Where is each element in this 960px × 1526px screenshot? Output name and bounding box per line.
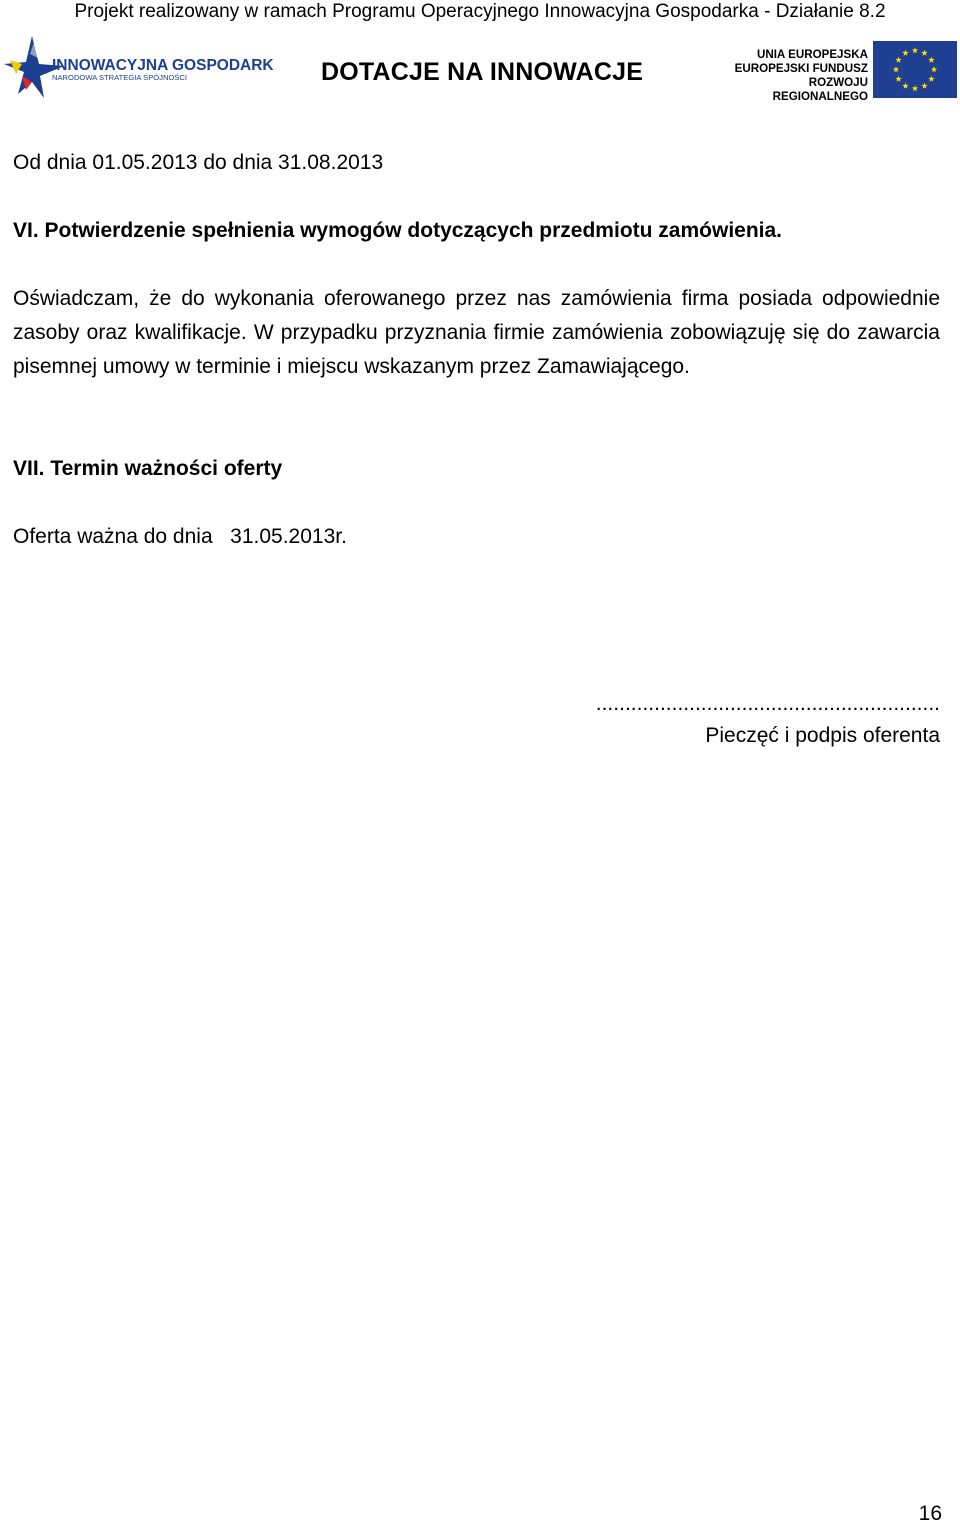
section-6-title: VI. Potwierdzenie spełnienia wymogów dotyczących przedmiotu zamówienia. — [13, 219, 783, 242]
section-7-title: VII. Termin ważności oferty — [13, 457, 283, 480]
innowacyjna-gospodarka-logo — [4, 34, 274, 98]
signature-dots: ........................................................... — [595, 692, 940, 715]
dotacje-title: DOTACJE NA INNOWACJE — [321, 58, 644, 86]
validity-line — [13, 520, 940, 554]
eu-logo-text — [720, 48, 868, 104]
project-header-line: Projekt realizowany w ramach Programu Operacyjnego Innowacyjna Gospodarka - Działanie 8.2 — [74, 1, 886, 22]
eu-line-2: EUROPEJSKI FUNDUSZ — [734, 62, 868, 75]
validity-label: Oferta ważna do dnia — [13, 525, 213, 548]
eu-line-3: ROZWOJU REGIONALNEGO — [772, 76, 868, 103]
signature-label: Pieczęć i podpis oferenta — [705, 724, 940, 747]
page-number: 16 — [918, 1502, 942, 1525]
eu-flag-icon — [873, 41, 957, 98]
validity-date: 31.05.2013r. — [230, 525, 347, 548]
eu-line-1: UNIA EUROPEJSKA — [756, 48, 868, 61]
ig-star-logo-icon — [4, 34, 274, 98]
ig-logo-name: INNOWACYJNA GOSPODARKA — [52, 57, 274, 74]
section-6-paragraph: Oświadczam, że do wykonania oferowanego przez nas zamówienia firma posiada odpowiednie zasoby oraz kwalifikacje. W przypadku przyznania firmie zamówienia zobowiązuję się do zawarcia pisemnej umowy w terminie i miejscu wskazanym przez Zamawiającego. — [13, 287, 940, 378]
period-text: Od dnia 01.05.2013 do dnia 31.08.2013 — [13, 151, 384, 174]
ig-logo-subtitle: NARODOWA STRATEGIA SPÓJNOŚCI — [52, 73, 188, 82]
